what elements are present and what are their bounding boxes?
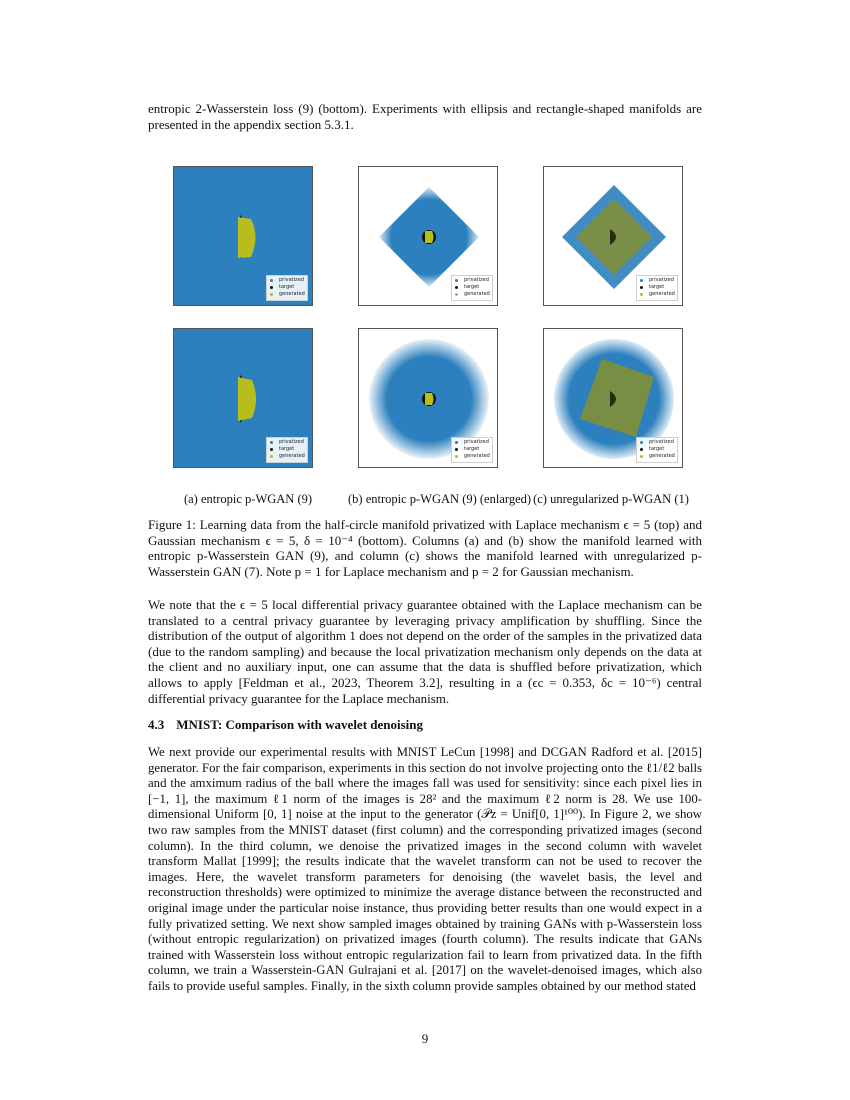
privatized-marker [270, 441, 273, 444]
legend-privatized: privatized [455, 439, 490, 446]
legend-target: target [270, 284, 305, 291]
legend-generated: generated [270, 453, 305, 460]
plot-a-top [173, 166, 313, 306]
paragraph-mnist [148, 745, 702, 995]
legend-privatized: privatized [270, 277, 305, 284]
privatized-marker [455, 279, 458, 282]
generated-samples [425, 231, 434, 243]
generated-marker [270, 455, 273, 458]
subcaption-a: (a) entropic p-WGAN (9) [183, 492, 313, 506]
target-marker [270, 448, 273, 451]
legend [636, 437, 678, 463]
privatized-marker [640, 279, 643, 282]
generated-marker [640, 455, 643, 458]
legend-generated: generated [640, 291, 675, 298]
target-marker [455, 448, 458, 451]
legend-privatized: privatized [270, 439, 305, 446]
subcaption-c: (c) unregularized p-WGAN (1) [533, 492, 689, 506]
generated-marker [270, 293, 273, 296]
legend-target: target [455, 284, 490, 291]
paragraph-mnist-text: We next provide our experimental results with MNIST LeCun [1998] and DCGAN Radford et al. [2015] generator. For the fair comparison, experiments in this section do not involve projecting onto the ℓ1/ℓ2 balls and the amximum radius of the ball where the images fall was used for sensitivity: since each pixel lies in [−1, 1], the maximum ℓ1 norm of the images is 28² and the maximum ℓ2 norm is 28. We use 100-dimensional Uniform [0, 1] noise at the input to the generator (𝒫z = Unif[0, 1]¹⁰⁰). In Figure 2, we show two raw samples from the MNIST dataset (first column) and the corresponding privatized images (second column). In the third column, we denoise the privatized images in the second column with wavelet transform Mallat [1999]; the results indicate that the wavelet transform can not be used to recover the images. Here, the wavelet transform parameters for denoising (the wavelet basis, the level and reconstruction thresholds) were optimized to minimize the average distance between the reconstructed and original image under the particular noise instance, thus providing better results than one would expect in a fully privatized setting. We next show sampled images obtained by training GANs with p-Wasserstein loss (without entropic regularization) on privatized images (fourth column). The results indicate that GANs trained with Wasserstein loss without entropic regularization fail to learn from privatized data. In the fifth column, we train a Wasserstein-GAN Gulrajani et al. [2017] on the wavelet-denoised images, which also fails to provide useful samples. Finally, in the sixth column provide samples obtained by our method stated [148, 745, 702, 993]
target-marker [455, 286, 458, 289]
page-number: 9 [421, 1031, 429, 1046]
legend-privatized: privatized [640, 277, 675, 284]
figure-caption: Figure 1: Learning data from the half-circle manifold privatized with Laplace mechanism ϵ = 5 (top) and Gaussian mechanism ϵ = 5, δ = 10⁻⁴ (bottom). Columns (a) and (b) show the manifold learned with entropic p-Wasserstein GAN (9), and column (c) shows the manifold learned with unregularized p-Wasserstein GAN (7). Note p = 1 for Laplace mechanism and p = 2 for Gaussian mechanism. [148, 517, 702, 579]
legend [451, 437, 493, 463]
subcaption-b: (b) entropic p-WGAN (9) (enlarged) [348, 492, 532, 506]
generated-samples [425, 393, 434, 405]
section-heading [148, 717, 423, 733]
plot-b-bottom [358, 328, 498, 468]
generated-marker [455, 455, 458, 458]
legend-target: target [270, 446, 305, 453]
privatized-marker [270, 279, 273, 282]
generated-marker [640, 293, 643, 296]
generated-marker [455, 293, 458, 296]
legend-generated: generated [455, 291, 490, 298]
paragraph-shuffling [148, 597, 702, 706]
legend-target: target [640, 446, 675, 453]
privatized-marker [455, 441, 458, 444]
target-marker [640, 448, 643, 451]
legend [266, 437, 308, 463]
legend-target: target [455, 446, 490, 453]
generated-samples [238, 377, 256, 421]
legend-generated: generated [640, 453, 675, 460]
legend [451, 275, 493, 301]
target-marker [270, 286, 273, 289]
legend-generated: generated [455, 453, 490, 460]
plot-a-bottom [173, 328, 313, 468]
plot-c-top [543, 166, 683, 306]
intro-paragraph [148, 101, 702, 132]
legend-privatized: privatized [640, 439, 675, 446]
legend-privatized: privatized [455, 277, 490, 284]
plot-c-bottom [543, 328, 683, 468]
legend-generated: generated [270, 291, 305, 298]
section-title: MNIST: Comparison with wavelet denoising [176, 717, 424, 732]
target-marker [640, 286, 643, 289]
intro-text: entropic 2-Wasserstein loss (9) (bottom). Experiments with ellipsis and rectangle-shaped manifolds are presented in the appendix section 5.3.1. [148, 101, 702, 132]
section-number: 4.3 [148, 717, 165, 732]
plot-b-top [358, 166, 498, 306]
privatized-marker [640, 441, 643, 444]
paragraph-shuffling-text: We note that the ϵ = 5 local differential privacy guarantee obtained with the Laplace mechanism can be translated to a central privacy guarantee by leveraging privacy amplification by shuffling. Since the distribution of the output of algorithm 1 does not depend on the order of the samples in the privatized data (due to the random sampling) and because the local privatization mechanism only depends on the data at the client and no auxiliary input, one can assume that the data is shuffled before privatization, which allows to apply [Feldman et al., 2023, Theorem 3.2], resulting in a (ϵc = 0.353, δc = 10⁻⁶) central differential privacy guarantee for the Laplace mechanism. [148, 597, 702, 706]
legend [266, 275, 308, 301]
legend [636, 275, 678, 301]
legend-target: target [640, 284, 675, 291]
